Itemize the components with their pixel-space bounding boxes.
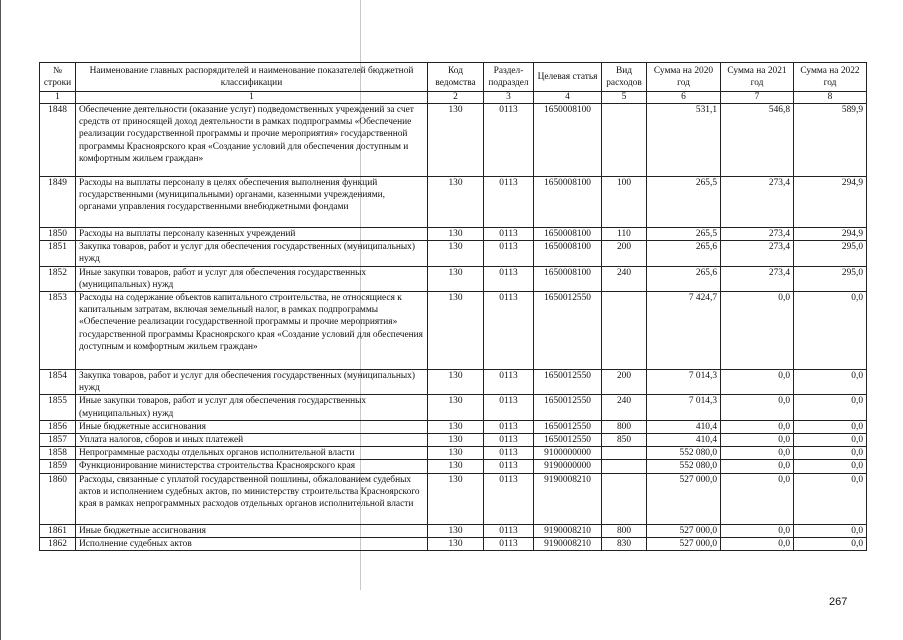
target-article: 1650008100 — [534, 266, 602, 291]
sum-2021: 0,0 — [721, 370, 794, 395]
section-code: 0113 — [484, 395, 534, 420]
sum-2021: 273,4 — [721, 228, 794, 241]
sum-2021: 0,0 — [721, 473, 794, 524]
row-number: 1853 — [40, 292, 76, 370]
row-name: Непрограммные расходы отдельных органов исполнительной власти — [76, 447, 428, 460]
header-sum-2020: Сумма на 2020 год — [647, 63, 721, 92]
expense-type — [602, 473, 647, 524]
sum-2021: 0,0 — [721, 447, 794, 460]
header-row — [40, 63, 867, 92]
expense-type: 110 — [602, 228, 647, 241]
column-number: 5 — [602, 92, 647, 104]
sum-2020: 265,6 — [647, 241, 721, 266]
table-row — [40, 395, 867, 420]
sum-2021: 0,0 — [721, 420, 794, 433]
budget-table — [39, 62, 867, 551]
department-code: 130 — [428, 228, 484, 241]
department-code: 130 — [428, 524, 484, 537]
header-expense-type: Вид расходов — [602, 63, 647, 92]
expense-type — [602, 292, 647, 370]
table-row — [40, 228, 867, 241]
target-article: 1650008100 — [534, 104, 602, 177]
department-code: 130 — [428, 447, 484, 460]
header-name: Наименование главных распорядителей и наименование показателей бюджетной классификации — [76, 63, 428, 92]
sum-2021: 0,0 — [721, 395, 794, 420]
department-code: 130 — [428, 537, 484, 550]
row-name: Расходы на выплаты персоналу казенных учреждений — [76, 228, 428, 241]
target-article: 1650012550 — [534, 395, 602, 420]
table-row — [40, 266, 867, 291]
sum-2021: 546,8 — [721, 104, 794, 177]
target-article: 9190000000 — [534, 460, 602, 473]
column-number: 8 — [794, 92, 867, 104]
sum-2022: 0,0 — [794, 292, 867, 370]
sum-2021: 0,0 — [721, 524, 794, 537]
section-code: 0113 — [484, 228, 534, 241]
sum-2022: 294,9 — [794, 177, 867, 228]
sum-2020: 265,5 — [647, 177, 721, 228]
row-name: Расходы на выплаты персоналу в целях обеспечения выполнения функций государственными (муниципальными) органами, казенными учреждениями, органами управления государственными внебюджетными фондами — [76, 177, 428, 228]
sum-2021: 273,4 — [721, 266, 794, 291]
expense-type: 200 — [602, 241, 647, 266]
sum-2021: 273,4 — [721, 177, 794, 228]
sum-2020: 7 014,3 — [647, 395, 721, 420]
table-row — [40, 420, 867, 433]
row-name: Закупка товаров, работ и услуг для обеспечения государственных (муниципальных) нужд — [76, 370, 428, 395]
sum-2020: 531,1 — [647, 104, 721, 177]
table-row — [40, 292, 867, 370]
sum-2022: 0,0 — [794, 460, 867, 473]
table-row — [40, 447, 867, 460]
header-sum-2021: Сумма на 2021 год — [721, 63, 794, 92]
target-article: 1650008100 — [534, 228, 602, 241]
sum-2021: 273,4 — [721, 241, 794, 266]
section-code: 0113 — [484, 524, 534, 537]
row-name: Иные закупки товаров, работ и услуг для обеспечения государственных (муниципальных) нужд — [76, 395, 428, 420]
table-row — [40, 537, 867, 550]
section-code: 0113 — [484, 420, 534, 433]
sum-2020: 7 424,7 — [647, 292, 721, 370]
sum-2021: 0,0 — [721, 537, 794, 550]
target-article: 9190008210 — [534, 524, 602, 537]
sum-2022: 0,0 — [794, 420, 867, 433]
sum-2022: 294,9 — [794, 228, 867, 241]
table-row — [40, 524, 867, 537]
column-number: 1 — [76, 92, 428, 104]
header-target-article: Целевая статья — [534, 63, 602, 92]
expense-type: 200 — [602, 370, 647, 395]
row-number: 1849 — [40, 177, 76, 228]
row-number: 1855 — [40, 395, 76, 420]
target-article: 9190008210 — [534, 537, 602, 550]
row-name: Функционирование министерства строительства Красноярского края — [76, 460, 428, 473]
sum-2020: 527 000,0 — [647, 537, 721, 550]
expense-type: 800 — [602, 420, 647, 433]
sum-2020: 7 014,3 — [647, 370, 721, 395]
section-code: 0113 — [484, 177, 534, 228]
table-row — [40, 460, 867, 473]
target-article: 9190008210 — [534, 473, 602, 524]
department-code: 130 — [428, 292, 484, 370]
header-row-number: № строки — [40, 63, 76, 92]
section-code: 0113 — [484, 266, 534, 291]
page-number: 267 — [829, 596, 848, 608]
target-article: 1650008100 — [534, 241, 602, 266]
target-article: 1650012550 — [534, 434, 602, 447]
sum-2020: 527 000,0 — [647, 524, 721, 537]
department-code: 130 — [428, 241, 484, 266]
expense-type: 240 — [602, 395, 647, 420]
sum-2020: 552 080,0 — [647, 447, 721, 460]
table-row — [40, 473, 867, 524]
table-body — [40, 104, 867, 551]
expense-type: 100 — [602, 177, 647, 228]
row-number: 1848 — [40, 104, 76, 177]
target-article: 1650012550 — [534, 292, 602, 370]
department-code: 130 — [428, 104, 484, 177]
sum-2020: 410,4 — [647, 420, 721, 433]
sum-2022: 0,0 — [794, 434, 867, 447]
row-name: Закупка товаров, работ и услуг для обеспечения государственных (муниципальных) нужд — [76, 241, 428, 266]
row-number: 1856 — [40, 420, 76, 433]
section-code: 0113 — [484, 447, 534, 460]
sum-2022: 295,0 — [794, 266, 867, 291]
sum-2021: 0,0 — [721, 460, 794, 473]
department-code: 130 — [428, 395, 484, 420]
table-row — [40, 370, 867, 395]
row-name: Уплата налогов, сборов и иных платежей — [76, 434, 428, 447]
target-article: 9100000000 — [534, 447, 602, 460]
sum-2022: 0,0 — [794, 395, 867, 420]
row-number: 1850 — [40, 228, 76, 241]
target-article: 1650008100 — [534, 177, 602, 228]
department-code: 130 — [428, 473, 484, 524]
sum-2020: 527 000,0 — [647, 473, 721, 524]
section-code: 0113 — [484, 241, 534, 266]
column-number-row — [40, 92, 867, 104]
row-name: Обеспечение деятельности (оказание услуг) подведомственных учреждений за счет средств от приносящей доход деятельности в рамках подпрограммы «Обеспечение реализации государственной программы и прочие мероприятия» государственной программы Красноярского края «Создание условий для обеспечения доступным и комфортным жильем граждан» — [76, 104, 428, 177]
row-number: 1860 — [40, 473, 76, 524]
sum-2021: 0,0 — [721, 434, 794, 447]
row-number: 1859 — [40, 460, 76, 473]
row-number: 1854 — [40, 370, 76, 395]
section-code: 0113 — [484, 537, 534, 550]
row-number: 1862 — [40, 537, 76, 550]
department-code: 130 — [428, 266, 484, 291]
row-name: Расходы, связанные с уплатой государственной пошлины, обжалованием судебных актов и исполнением судебных актов, по министерству строительства Красноярского края в рамках непрограммных расходов отдельных органов исполнительной власти — [76, 473, 428, 524]
expense-type: 830 — [602, 537, 647, 550]
row-name: Исполнение судебных актов — [76, 537, 428, 550]
sum-2020: 265,6 — [647, 266, 721, 291]
expense-type — [602, 447, 647, 460]
section-code: 0113 — [484, 292, 534, 370]
column-number: 3 — [484, 92, 534, 104]
sum-2022: 0,0 — [794, 473, 867, 524]
header-section: Раздел- подраздел — [484, 63, 534, 92]
department-code: 130 — [428, 420, 484, 433]
section-code: 0113 — [484, 370, 534, 395]
section-code: 0113 — [484, 473, 534, 524]
row-number: 1852 — [40, 266, 76, 291]
sum-2021: 0,0 — [721, 292, 794, 370]
column-number: 7 — [721, 92, 794, 104]
table-row — [40, 241, 867, 266]
row-number: 1857 — [40, 434, 76, 447]
section-code: 0113 — [484, 460, 534, 473]
expense-type — [602, 460, 647, 473]
department-code: 130 — [428, 370, 484, 395]
column-number: 6 — [647, 92, 721, 104]
row-name: Иные бюджетные ассигнования — [76, 420, 428, 433]
row-number: 1858 — [40, 447, 76, 460]
table-row — [40, 434, 867, 447]
row-name: Расходы на содержание объектов капитального строительства, не относящиеся к капитальным затратам, включая земельный налог, в рамках подпрограммы «Обеспечение реализации государственной программы и прочие мероприятия» государственной программы Красноярского края «Создание условий для обеспечения доступным и комфортным жильем граждан» — [76, 292, 428, 370]
table-row — [40, 177, 867, 228]
sum-2020: 552 080,0 — [647, 460, 721, 473]
sum-2022: 589,9 — [794, 104, 867, 177]
expense-type — [602, 104, 647, 177]
page-edge — [0, 0, 1, 640]
sum-2022: 0,0 — [794, 524, 867, 537]
section-code: 0113 — [484, 434, 534, 447]
row-number: 1851 — [40, 241, 76, 266]
header-sum-2022: Сумма на 2022 год — [794, 63, 867, 92]
row-name: Иные бюджетные ассигнования — [76, 524, 428, 537]
sum-2022: 0,0 — [794, 447, 867, 460]
row-name: Иные закупки товаров, работ и услуг для обеспечения государственных (муниципальных) нужд — [76, 266, 428, 291]
target-article: 1650012550 — [534, 370, 602, 395]
department-code: 130 — [428, 434, 484, 447]
sum-2022: 0,0 — [794, 370, 867, 395]
section-code: 0113 — [484, 104, 534, 177]
sum-2020: 410,4 — [647, 434, 721, 447]
column-number: 4 — [534, 92, 602, 104]
sum-2022: 295,0 — [794, 241, 867, 266]
row-number: 1861 — [40, 524, 76, 537]
target-article: 1650012550 — [534, 420, 602, 433]
expense-type: 240 — [602, 266, 647, 291]
header-department-code: Код ведомства — [428, 63, 484, 92]
column-number: 2 — [428, 92, 484, 104]
column-number: 1 — [40, 92, 76, 104]
expense-type: 800 — [602, 524, 647, 537]
expense-type: 850 — [602, 434, 647, 447]
department-code: 130 — [428, 460, 484, 473]
sum-2022: 0,0 — [794, 537, 867, 550]
sum-2020: 265,5 — [647, 228, 721, 241]
table-row — [40, 104, 867, 177]
department-code: 130 — [428, 177, 484, 228]
